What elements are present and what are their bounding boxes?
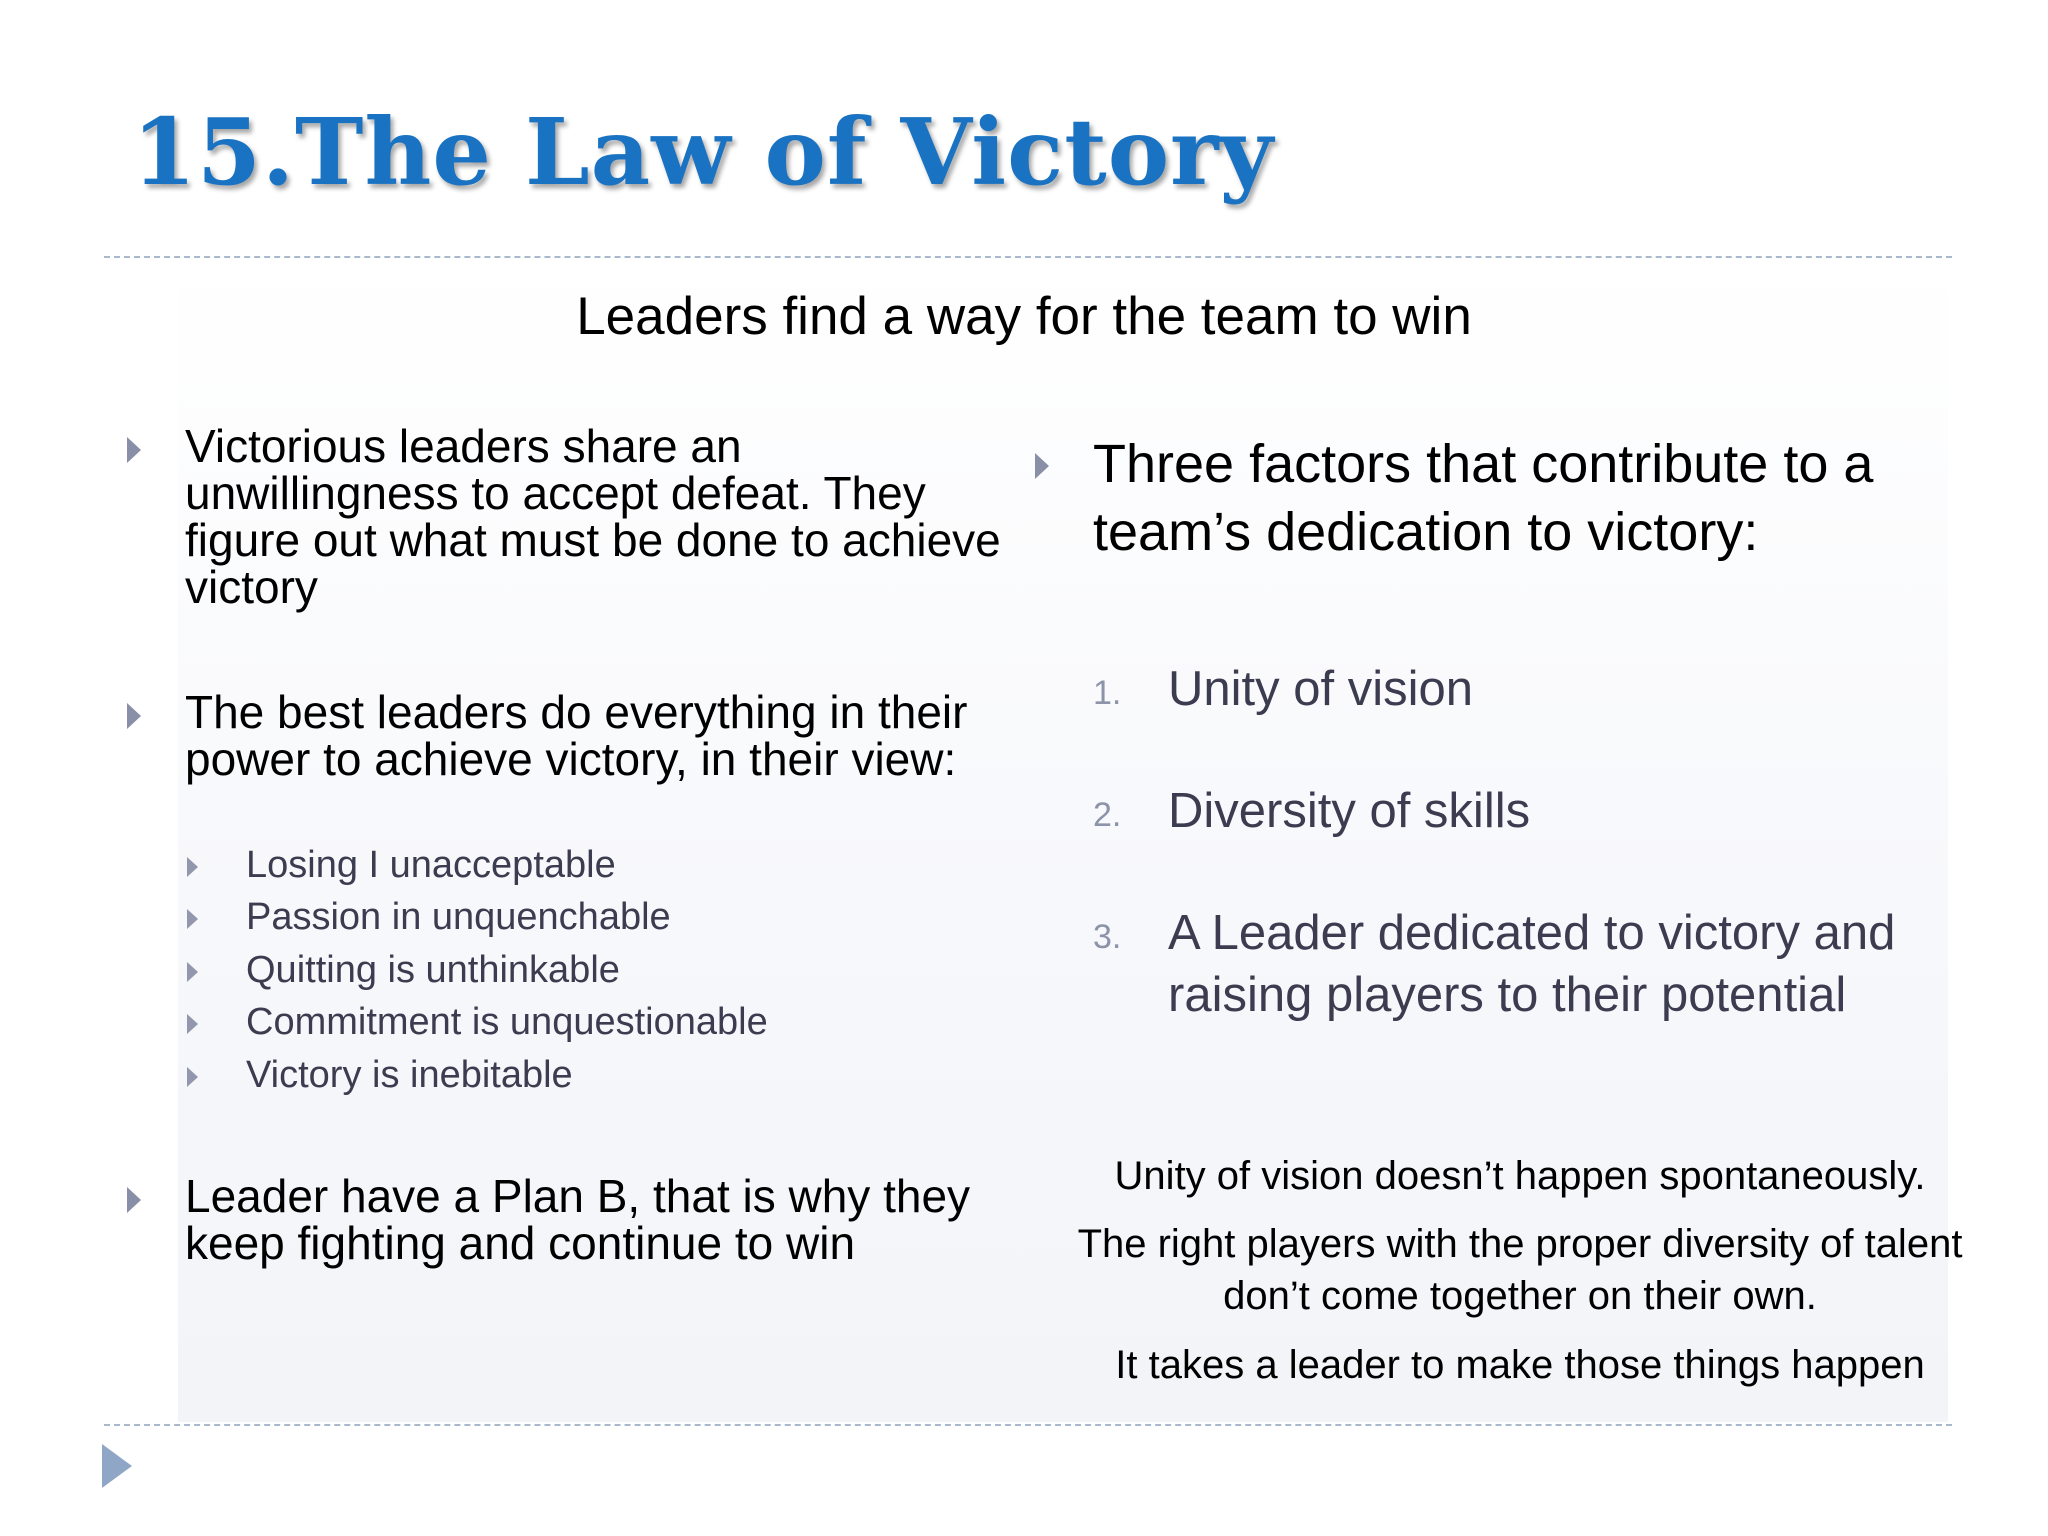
factor-2: Diversity of skills — [1168, 784, 1531, 838]
note-1: Unity of vision doesn’t happen spontaneously. — [1114, 1154, 1926, 1198]
left-point-3: Leader have a Plan B, that is why they keep fighting and continue to win — [185, 1170, 971, 1269]
sub-bullet-arrow-icon — [187, 962, 198, 982]
left-point-2: The best leaders do everything in their power to achieve victory, in their view: — [185, 686, 968, 785]
factor-1: Unity of vision — [1168, 662, 1474, 716]
note-3: It takes a leader to make those things happen — [1115, 1343, 1925, 1387]
sub-bullet-arrow-icon — [187, 909, 198, 929]
slide-title: 15.The Law of Victory — [132, 98, 1274, 206]
slide-subtitle: Leaders find a way for the team to win — [576, 287, 1472, 346]
factor-number-2: 2. — [1093, 796, 1122, 834]
factors-heading: Three factors that contribute to a team’s dedication to victory: — [1093, 434, 1874, 562]
top-divider — [104, 256, 1952, 258]
sub-point-1: Losing I unacceptable — [246, 844, 616, 886]
bottom-divider — [104, 1424, 1952, 1426]
sub-point-3: Quitting is unthinkable — [246, 949, 620, 991]
sub-bullet-arrow-icon — [187, 1014, 198, 1034]
sub-bullet-arrow-icon — [187, 857, 198, 877]
sub-bullet-arrow-icon — [187, 1067, 198, 1087]
sub-point-2: Passion in unquenchable — [246, 896, 671, 938]
bullet-arrow-icon — [1035, 453, 1049, 479]
sub-point-5: Victory is inebitable — [246, 1054, 573, 1096]
left-point-1: Victorious leaders share an unwillingness to accept defeat. They figure out what must be done to achieve victory — [185, 420, 1001, 613]
factor-number-1: 1. — [1093, 674, 1122, 712]
bullet-arrow-icon — [127, 437, 141, 463]
bullet-arrow-icon — [127, 703, 141, 729]
note-2: The right players with the proper diversity of talent don’t come together on their own. — [1077, 1222, 1963, 1318]
factor-number-3: 3. — [1093, 918, 1122, 956]
factor-3: A Leader dedicated to victory and raising players to their potential — [1168, 906, 1896, 1022]
sub-point-4: Commitment is unquestionable — [246, 1001, 768, 1043]
bullet-arrow-icon — [127, 1187, 141, 1213]
slide-corner-arrow-icon — [102, 1444, 132, 1488]
